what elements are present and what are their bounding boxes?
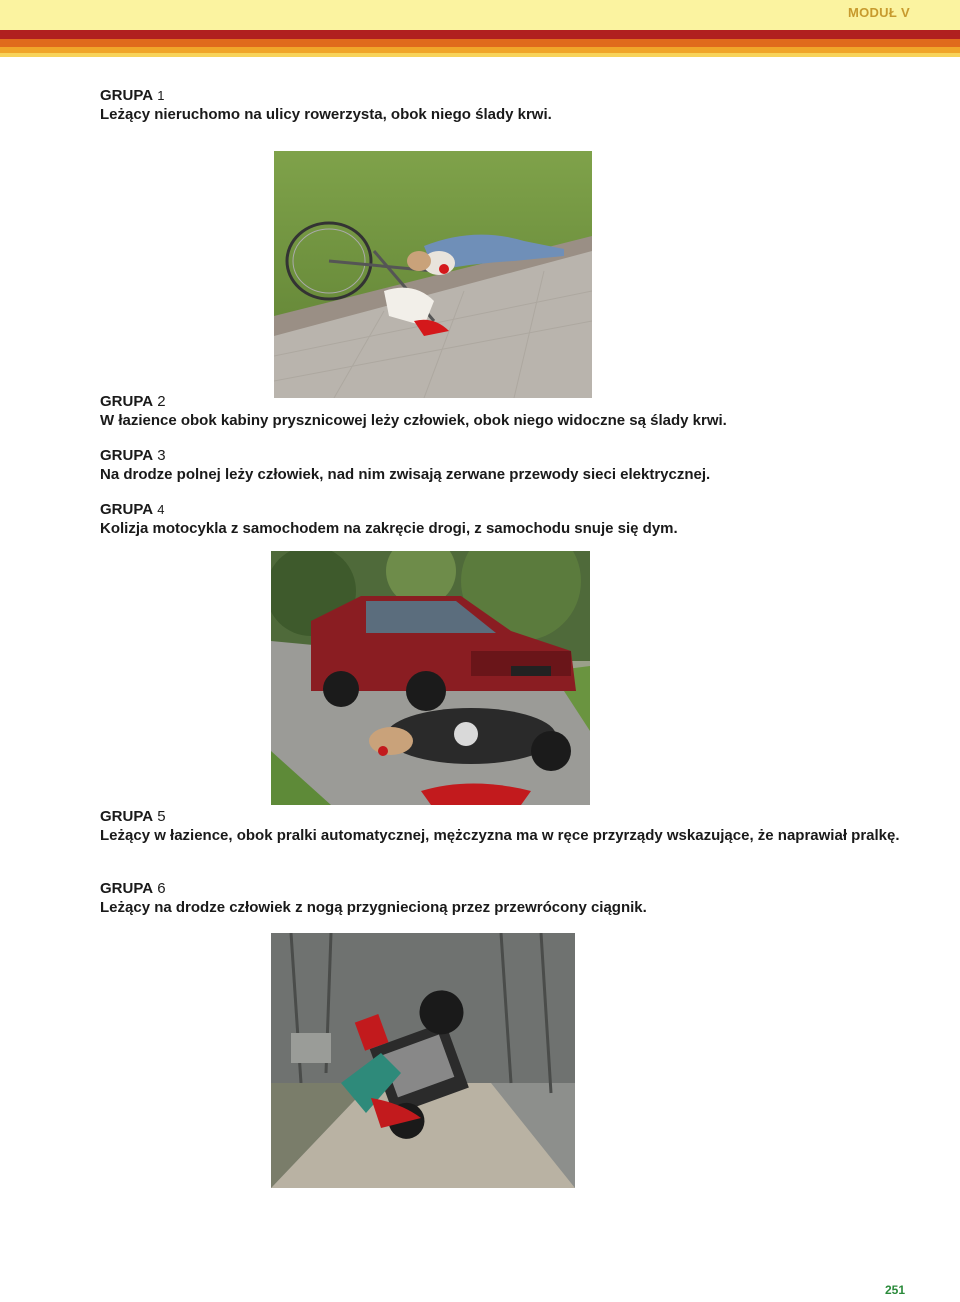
group-label: GRUPA — [100, 808, 154, 825]
group-number: 3 — [157, 447, 166, 464]
group-label: GRUPA — [100, 87, 154, 104]
photo-car-motorcycle — [271, 551, 590, 805]
page-number: 251 — [884, 1283, 905, 1297]
group-description: Na drodze polnej leży człowiek, nad nim zwisają zerwane przewody sieci elektrycznej. — [100, 466, 711, 483]
group-label: GRUPA — [100, 447, 154, 464]
group-description: Kolizja motocykla z samochodem na zakręcie drogi, z samochodu snuje się dym. — [100, 520, 678, 537]
group-1 — [100, 86, 920, 124]
group-number: 5 — [157, 808, 166, 825]
header-stripe-orange — [0, 39, 960, 47]
header-stripe-red — [0, 30, 960, 39]
photo-cyclist — [274, 151, 592, 398]
group-description: Leżący nieruchomo na ulicy rowerzysta, obok niego ślady krwi. — [100, 106, 552, 123]
group-number: 2 — [157, 393, 166, 410]
group-description: Leżący na drodze człowiek z nogą przygniecioną przez przewrócony ciągnik. — [100, 899, 647, 916]
group-label: GRUPA — [100, 501, 154, 518]
photo-tractor — [271, 933, 575, 1188]
group-2 — [100, 392, 920, 430]
group-label: GRUPA — [100, 393, 154, 410]
header-stripe-yellow — [0, 53, 960, 57]
top-header-band — [0, 0, 960, 30]
module-label: MODUŁ V — [847, 5, 910, 20]
group-4 — [100, 500, 920, 538]
group-number: 1 — [157, 88, 165, 103]
group-number: 4 — [157, 502, 165, 517]
group-number: 6 — [157, 880, 166, 897]
group-6 — [100, 879, 920, 917]
group-label: GRUPA — [100, 880, 154, 897]
group-3 — [100, 446, 920, 484]
group-5 — [100, 807, 920, 845]
group-description: W łazience obok kabiny prysznicowej leży człowiek, obok niego widoczne są ślady krwi. — [100, 412, 727, 429]
group-description: Leżący w łazience, obok pralki automatycznej, mężczyzna ma w ręce przyrządy wskazujące, że naprawiał pralkę. — [100, 827, 900, 844]
